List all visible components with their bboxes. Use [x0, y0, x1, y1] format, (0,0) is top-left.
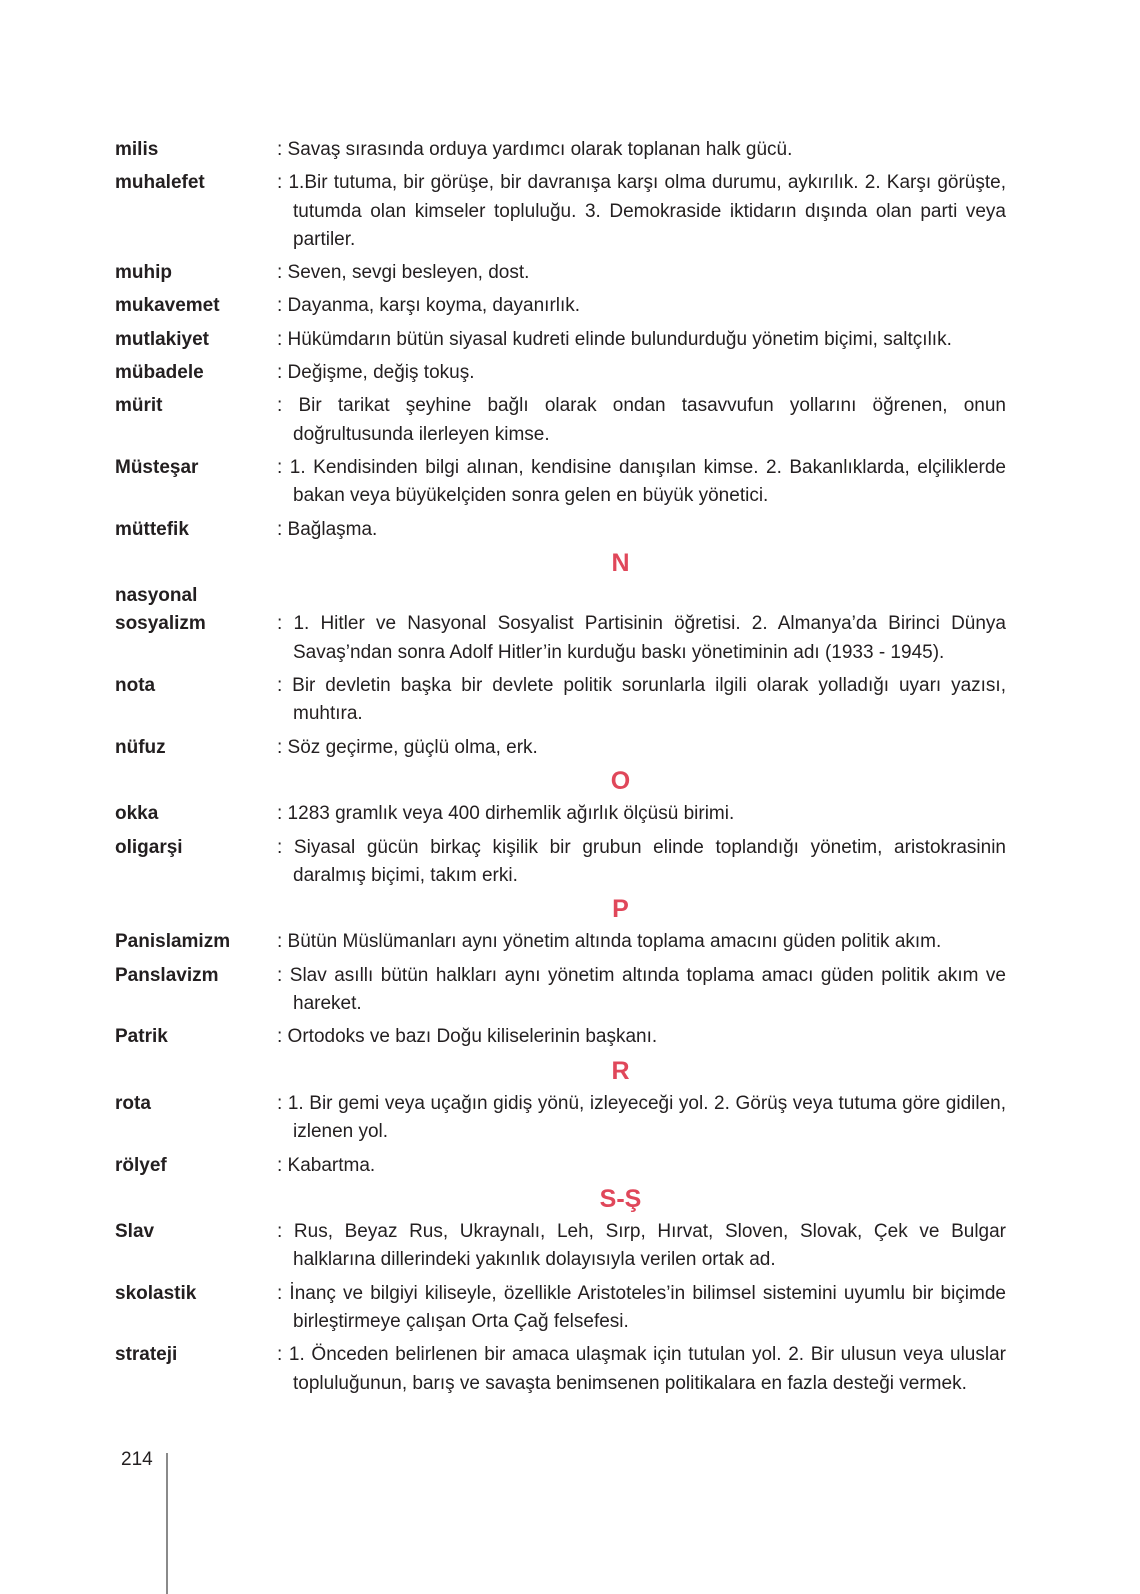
glossary-entry: [115, 1090, 1006, 1147]
entry-term-line: müttefik: [115, 518, 189, 540]
entry-term-line: nasyonal: [115, 585, 198, 607]
entry-term-line: nota: [115, 675, 156, 697]
entry-definition: : Slav asıllı bütün halkları aynı yönetim altında toplama amacı güden politik akım ve hareket.: [277, 964, 1006, 1015]
entry-term-line: skolastik: [115, 1282, 197, 1304]
entry-definition: : Bir tarikat şeyhine bağlı olarak ondan tasavvufun yollarını öğrenen, onun doğrultusunda ilerleyen kimse.: [277, 395, 1006, 445]
entry-term-line: rölyef: [115, 1154, 167, 1176]
entry-definition: : Rus, Beyaz Rus, Ukraynalı, Leh, Sırp, Hırvat, Sloven, Slovak, Çek ve Bulgar halklarına dillerindeki yakınlık dolayısıyla verilen ortak ad.: [277, 1221, 1006, 1271]
entry-term: [115, 734, 277, 762]
glossary-entry: [115, 326, 1006, 354]
section-letter-heading: R: [611, 1056, 630, 1085]
entry-term-line: strateji: [115, 1344, 178, 1366]
glossary-entry: [115, 292, 1006, 320]
entry-term: [115, 582, 277, 667]
entry-term: [115, 928, 277, 956]
entry-term-line: muhalefet: [115, 172, 205, 194]
glossary-entry: [115, 136, 1006, 164]
entry-definition: : Değişme, değiş tokuş.: [277, 362, 475, 384]
entry-term: [115, 672, 277, 729]
entry-definition: : Bütün Müslümanları aynı yönetim altında toplama amacını güden politik akım.: [277, 931, 942, 953]
entry-term: [115, 359, 277, 387]
entry-term-line: Slav: [115, 1221, 155, 1243]
glossary-entry: [115, 800, 1006, 828]
entry-term: [115, 169, 277, 254]
entry-term-line: Panslavizm: [115, 964, 219, 986]
glossary-entry: [115, 582, 1006, 667]
glossary-entry: [115, 1023, 1006, 1051]
glossary-entry: [115, 1152, 1006, 1180]
entry-definition: : Söz geçirme, güçlü olma, erk.: [277, 736, 538, 758]
glossary-entry: [115, 672, 1006, 729]
entry-term: [115, 800, 277, 828]
entry-term-line: okka: [115, 803, 159, 825]
entry-term-line: mutlakiyet: [115, 328, 209, 350]
entry-term: [115, 1218, 277, 1275]
entry-term: [115, 962, 277, 1019]
entry-term-line: muhip: [115, 262, 172, 284]
glossary-entry: [115, 928, 1006, 956]
glossary-entry: [115, 516, 1006, 544]
entry-term-line: sosyalizm: [115, 613, 206, 635]
entry-definition: : Siyasal gücün birkaç kişilik bir grubun elinde toplandığı yönetim, aristokrasinin daralmış biçimi, takım erki.: [277, 836, 1006, 886]
section-letter-heading: S-Ş: [599, 1184, 642, 1213]
entry-term-line: nüfuz: [115, 736, 166, 758]
entry-term-line: Müsteşar: [115, 456, 199, 478]
section-letter-heading: O: [610, 766, 631, 795]
entry-term: [115, 259, 277, 287]
page-number: 214: [121, 1449, 153, 1470]
entry-term: [115, 1341, 277, 1398]
entry-definition: : Bağlaşma.: [277, 518, 378, 540]
footer-divider: [166, 1453, 168, 1594]
entry-definition: : 1. Önceden belirlenen bir amaca ulaşmak için tutulan yol. 2. Bir ulusun veya uluslar topluluğunun, barış ve savaşta benimsenen politikalara en fazla desteği vermek.: [277, 1344, 1006, 1394]
glossary-entry: [115, 259, 1006, 287]
entry-term: [115, 516, 277, 544]
entry-term-line: mürit: [115, 395, 163, 417]
entry-definition: : Dayanma, karşı koyma, dayanırlık.: [277, 295, 581, 317]
entry-definition: : Ortodoks ve bazı Doğu kiliselerinin başkanı.: [277, 1026, 658, 1048]
entry-definition: : Kabartma.: [277, 1154, 376, 1176]
entry-definition: : Savaş sırasında orduya yardımcı olarak toplanan halk gücü.: [277, 139, 793, 160]
glossary-entry: [115, 734, 1006, 762]
entry-definition: : 1. Hitler ve Nasyonal Sosyalist Partisinin öğretisi. 2. Almanya’da Birinci Dünya Savaş’ndan sonra Adolf Hitler’in kurduğu baskı yönetiminin adı (1933 - 1945).: [277, 613, 1006, 663]
glossary-entry: [115, 359, 1006, 387]
glossary-entry: [115, 962, 1006, 1019]
entry-term: [115, 326, 277, 354]
entry-term-line: oligarşi: [115, 836, 183, 858]
entry-definition: : 1. Bir gemi veya uçağın gidiş yönü, izleyeceği yol. 2. Görüş veya tutuma göre gidilen, izlenen yol.: [277, 1092, 1006, 1143]
entry-definition: : 1. Kendisinden bilgi alınan, kendisine danışılan kimse. 2. Bakanlıklarda, elçiliklerde bakan veya büyükelçiden sonra gelen en büyük yönetici.: [277, 456, 1006, 507]
entry-term: [115, 834, 277, 891]
entry-term: [115, 1023, 277, 1051]
entry-term: [115, 454, 277, 511]
glossary-list: [115, 136, 1006, 1403]
section-letter-heading: P: [612, 895, 629, 924]
entry-definition: : İnanç ve bilgiyi kiliseyle, özellikle Aristoteles’in bilimsel sistemini uyumlu bir biçimde birleştirmeye çalışan Orta Çağ felsefesi.: [277, 1282, 1006, 1332]
section-letter-heading: N: [611, 548, 630, 577]
glossary-entry: [115, 834, 1006, 891]
entry-definition: : 1.Bir tutuma, bir görüşe, bir davranışa karşı olma durumu, aykırılık. 2. Karşı görüşte, tutumda olan kimseler topluluğu. 3. Demokraside iktidarın dışında olan parti veya partiler.: [277, 172, 1006, 250]
entry-definition: : Hükümdarın bütün siyasal kudreti elinde bulundurduğu yönetim biçimi, saltçılık.: [277, 328, 952, 350]
entry-term: [115, 1152, 277, 1180]
entry-term-line: rota: [115, 1092, 151, 1114]
glossary-entry: [115, 1341, 1006, 1398]
entry-term-line: mübadele: [115, 362, 204, 384]
entry-term: [115, 392, 277, 449]
glossary-entry: [115, 1280, 1006, 1337]
entry-term-line: Patrik: [115, 1026, 168, 1048]
entry-definition: : Bir devletin başka bir devlete politik sorunlarla ilgili olarak yolladığı uyarı yazısı, muhtıra.: [277, 675, 1006, 725]
glossary-entry: [115, 1218, 1006, 1275]
entry-term: [115, 136, 277, 164]
entry-term-line: mukavemet: [115, 295, 220, 317]
entry-term: [115, 1280, 277, 1337]
entry-term: [115, 1090, 277, 1147]
entry-term-line: milis: [115, 139, 159, 160]
glossary-entry: [115, 454, 1006, 511]
glossary-entry: [115, 169, 1006, 254]
entry-term: [115, 292, 277, 320]
entry-definition: : 1283 gramlık veya 400 dirhemlik ağırlık ölçüsü birimi.: [277, 803, 735, 825]
entry-term-line: Panislamizm: [115, 931, 231, 953]
glossary-entry: [115, 392, 1006, 449]
entry-definition: : Seven, sevgi besleyen, dost.: [277, 262, 530, 284]
